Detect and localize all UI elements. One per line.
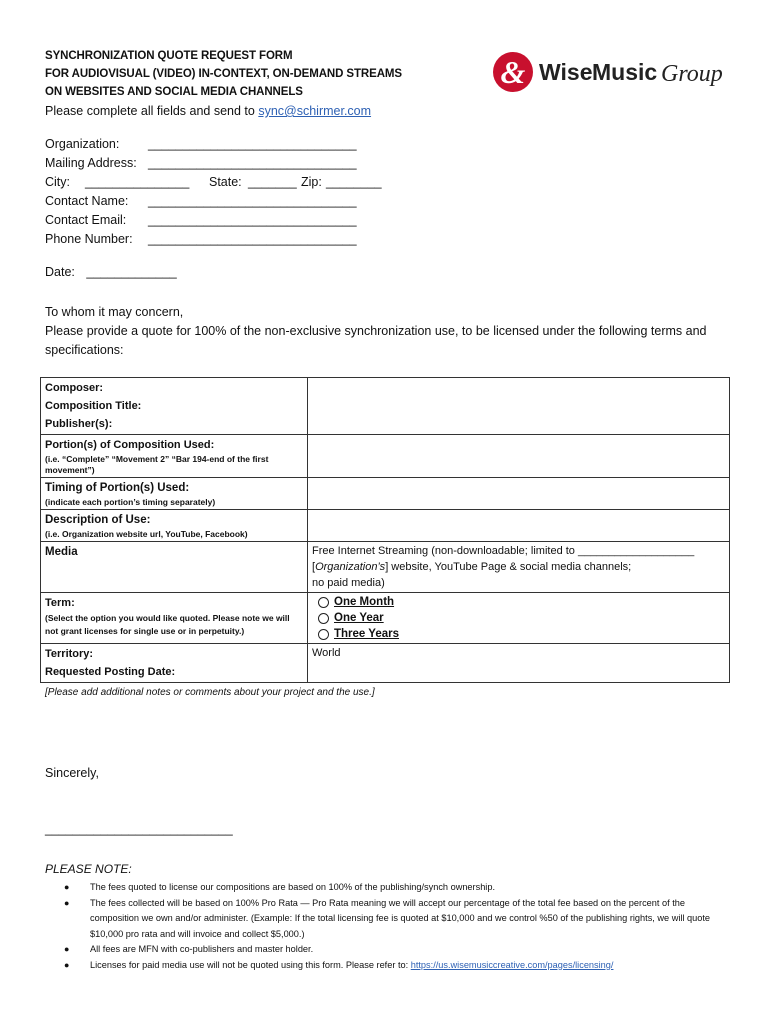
specification-table: [40, 377, 730, 683]
organization-label: Organization:: [45, 137, 120, 151]
contact-email-label: Contact Email:: [45, 213, 127, 227]
portions-label: Portion(s) of Composition Used:: [45, 439, 215, 451]
table-row: [41, 542, 730, 593]
posting-date-label: Requested Posting Date:: [45, 666, 176, 678]
state-label: State:: [209, 175, 242, 189]
bullet-icon: ●: [64, 944, 70, 954]
portions-hint: (i.e. “Complete” “Movement 2” “Bar 194-end of the first movement”): [45, 454, 269, 475]
bullet-icon: ●: [64, 897, 70, 908]
form-title-line-1: SYNCHRONIZATION QUOTE REQUEST FORM: [45, 50, 293, 62]
term-option-label: Three Years: [334, 628, 400, 640]
greeting: To whom it may concern,: [45, 305, 184, 319]
radio-button-icon[interactable]: [318, 597, 329, 608]
signature-line[interactable]: ___________________________: [45, 822, 233, 836]
radio-button-icon[interactable]: [318, 629, 329, 640]
table-row: [41, 510, 730, 542]
mailing-address-field[interactable]: ______________________________: [148, 156, 357, 170]
phone-number-field[interactable]: ______________________________: [148, 232, 357, 246]
table-row: [41, 593, 730, 644]
list-item: [60, 896, 732, 943]
zip-label: Zip:: [301, 175, 322, 189]
phone-number-label: Phone Number:: [45, 232, 133, 246]
email-link[interactable]: sync@schirmer.com: [258, 104, 372, 118]
note-text: Licenses for paid media use will not be quoted using this form. Please refer to:: [90, 959, 411, 970]
media-value-line-1: Free Internet Streaming (non-downloadable; limited to ___________________: [312, 545, 695, 557]
licensing-link[interactable]: https://us.wisemusiccreative.com/pages/licensing/: [410, 959, 614, 970]
term-options-cell: [308, 593, 730, 644]
list-item: [60, 880, 732, 896]
city-label: City:: [45, 175, 70, 189]
form-header: [45, 47, 465, 121]
radio-button-icon[interactable]: [318, 613, 329, 624]
composer-value-cell[interactable]: [308, 378, 730, 435]
portions-value-cell[interactable]: [308, 435, 730, 478]
composer-label: Composer:: [45, 382, 104, 394]
organization-placeholder: Organization’s: [315, 561, 386, 573]
logo-ampersand: &: [500, 54, 526, 90]
media-value-line-2-rest: ] website, YouTube Page & social media channels;: [385, 561, 632, 573]
logo-text-wise: Wise: [539, 59, 593, 85]
contact-name-field[interactable]: ______________________________: [148, 194, 357, 208]
publishers-label: Publisher(s):: [45, 418, 113, 430]
zip-field[interactable]: ________: [326, 175, 382, 189]
notes-prompt: [Please add additional notes or comments about your project and the use.]: [45, 687, 375, 698]
media-value-line-3: no paid media): [312, 577, 385, 589]
term-option-three-years[interactable]: [318, 626, 725, 642]
form-instruction: [45, 101, 465, 121]
list-item: [60, 942, 732, 958]
city-field[interactable]: _______________: [85, 175, 190, 189]
description-hint: (i.e. Organization website url, YouTube, Facebook): [45, 529, 248, 539]
table-row: [41, 435, 730, 478]
composition-title-label: Composition Title:: [45, 400, 142, 412]
form-title-line-3: ON WEBSITES AND SOCIAL MEDIA CHANNELS: [45, 86, 303, 98]
description-label: Description of Use:: [45, 514, 151, 526]
note-text: The fees collected will be based on 100% Pro Rata — Pro Rata meaning we will accept our percentage of the total fee based on the percent of the composition we own and/or administer. (Example: If the total licensing fee is quoted at $10,000 and we control %50 of the publishing rights, we will quote $10,000 pro rata and will invoice and collect $5,000.): [90, 897, 711, 939]
closing-sincerely: Sincerely,: [45, 766, 99, 780]
territory-label: Territory:: [45, 648, 94, 660]
instruction-text: Please complete all fields and send to: [45, 104, 259, 118]
form-title-line-2: FOR AUDIOVISUAL (VIDEO) IN-CONTEXT, ON-DEMAND STREAMS: [45, 68, 402, 80]
organization-field[interactable]: ______________________________: [148, 137, 357, 151]
list-item: [60, 958, 732, 974]
description-cell: [41, 510, 308, 542]
logo-graphic: [493, 50, 728, 94]
contact-name-label: Contact Name:: [45, 194, 129, 208]
term-cell: [41, 593, 308, 644]
logo-text-group: Group: [661, 61, 723, 87]
term-hint: (Select the option you would like quoted. Please note we will not grant licenses for single use or in perpetuity.): [45, 613, 290, 636]
table-row: [41, 644, 730, 683]
table-row: [41, 478, 730, 510]
logo-text-music: Music: [592, 59, 658, 85]
mailing-address-label: Mailing Address:: [45, 156, 137, 170]
description-value-cell[interactable]: [308, 510, 730, 542]
timing-label: Timing of Portion(s) Used:: [45, 482, 190, 494]
note-text: All fees are MFN with co-publishers and master holder.: [90, 944, 314, 954]
timing-value-cell[interactable]: [308, 478, 730, 510]
please-note-heading: PLEASE NOTE:: [45, 862, 132, 876]
please-note-list: [60, 880, 732, 973]
term-option-label: One Month: [334, 596, 395, 608]
date-label: Date:: [45, 265, 75, 279]
media-cell: [41, 542, 308, 593]
state-field[interactable]: _______: [248, 175, 297, 189]
timing-hint: (indicate each portion’s timing separately): [45, 497, 216, 507]
term-option-one-year[interactable]: [318, 610, 725, 626]
territory-value-cell: [308, 644, 730, 683]
portions-cell: [41, 435, 308, 478]
date-field[interactable]: _____________: [86, 265, 177, 279]
term-option-label: One Year: [334, 612, 384, 624]
composer-cell: [41, 378, 308, 435]
contact-email-field[interactable]: ______________________________: [148, 213, 357, 227]
media-value-cell: [308, 542, 730, 593]
term-option-one-month[interactable]: [318, 594, 725, 610]
media-label: Media: [45, 546, 78, 558]
letter-intro: [45, 303, 735, 360]
term-label: Term:: [45, 597, 75, 609]
media-value-line-2: [Organization’s] website, YouTube Page & social media channels;: [312, 561, 632, 573]
wise-music-group-logo: [493, 50, 728, 94]
bullet-icon: ●: [64, 959, 70, 970]
territory-value: World: [312, 647, 341, 659]
territory-cell: [41, 644, 308, 683]
request-body: Please provide a quote for 100% of the non-exclusive synchronization use, to be licensed under the following terms and specifications:: [45, 324, 707, 357]
table-row: [41, 378, 730, 435]
note-text: The fees quoted to license our compositions are based on 100% of the publishing/synch ownership.: [90, 882, 496, 892]
date-row: [45, 265, 177, 279]
bullet-icon: ●: [64, 882, 70, 892]
timing-cell: [41, 478, 308, 510]
